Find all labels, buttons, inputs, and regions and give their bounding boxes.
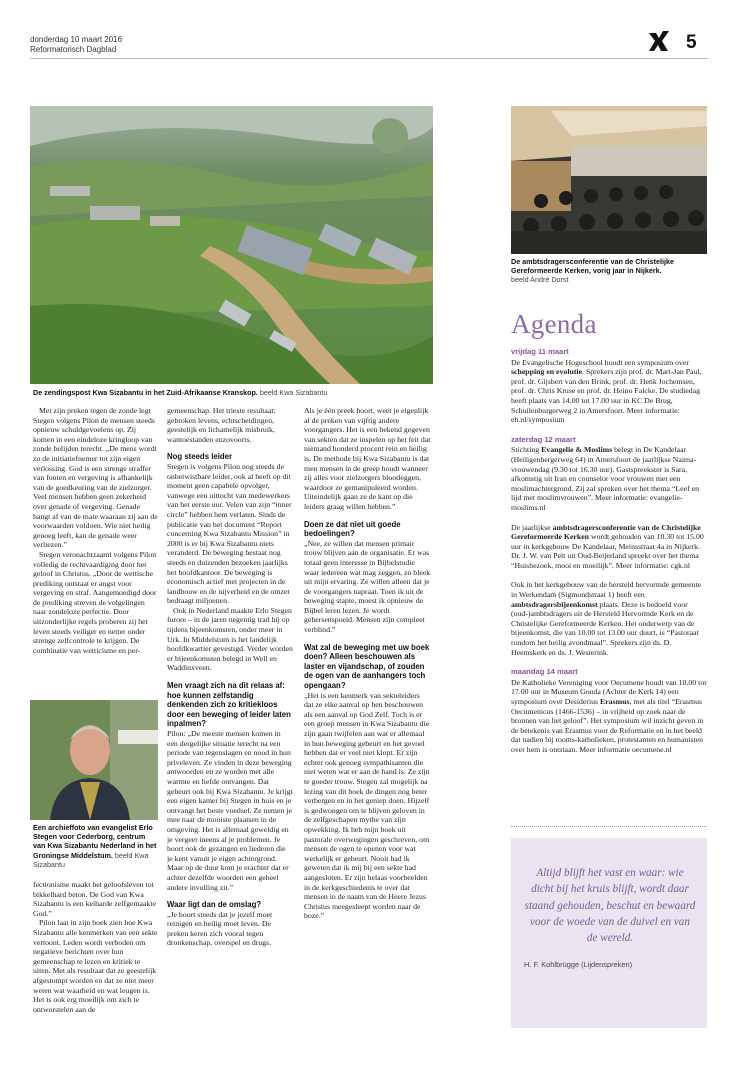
cross-logo-icon [648, 30, 670, 52]
agenda-text: Ook in het kerkgebouw van de hersteld hervormde gemeente in Werkendam (Sigmondstraat 1) heeft een [511, 580, 702, 600]
conference-photo [511, 106, 707, 254]
agenda-list [511, 347, 707, 755]
article-paragraph: Stegen is volgens Pilon nog steeds de onbetwistbare leider, ook al heeft op dit moment geen capabele opvolger, vanwege een uittocht van medewerkers van het eerste uur. Velen van zijn “inner circle” hebben hem verlaten. Sinds de publicatie van het document “Report concerning Kwa Sizabantu Mission” in 2000 is er bij Kwa Sizabantu niets veranderd. De beweging bestaat nog steeds en duizenden bezoeken jaarlijks het hoofdkantoor. De beweging is economisch actief met projecten in de landbouw en de nijverheid en de omzet bedraagt miljoenen. [167, 461, 292, 606]
agenda-text: wordt gehouden van 10.30 tot 15.00 uur in kerkgebouw De Kandelaar, Meinsstraat 4a in Nijkerk. Dr. J. W. van Pelt uit Oud-Beijerland spreekt over het thema “Huisbezoek, mooi en moeilijk”. Meer informatie: cgk.nl [511, 532, 704, 570]
header-date: donderdag 10 maart 2016 [30, 35, 123, 44]
agenda-highlight: Erasmus [600, 697, 630, 706]
article-question: Wat zal de beweging met uw boek doen? Alleen beschouwen als laster en vijandschap, of zouden de ogen van de aanhangers toch opengaan? [304, 642, 430, 691]
agenda-highlight: Evangelie & Moslims [541, 445, 613, 455]
agenda-item [511, 445, 707, 512]
main-photo-caption [33, 388, 433, 397]
article-paragraph: gemeenschap. Het trieste resultaat: gebroken levens, echtscheidingen, geestelijk en lichamelijk misbruik, wantoestanden enzovoorts. [167, 406, 276, 444]
article-paragraph: „Nee, ze willen dat mensen primair trouw blijven aan de organisatie. Er was totaal geen interesse in Bijbelstudie waar iedereen wat mag zeggen, zo bleek uit mijn ervaring. Ze willen alleen dat je de voorgangers napraat. Toen ik uit de beweging stapte, moest ik opnieuw de Bijbel leren lezen. Je wordt gehersenspoeld. Mensen zijn compleet verblind.” [304, 538, 431, 635]
conference-photo-caption [511, 257, 707, 285]
main-photo-caption-text: De zendingspost Kwa Sizabantu in het Zuid-Afrikaanse Kranskop. [33, 388, 258, 397]
conference-photo-caption-text: De ambtsdragersconferentie van de Christelijke Gereformeerde Kerken, vorig jaar in Nijkerk. [511, 257, 674, 276]
agenda-text: . Sprekers zijn prof. dr. Mart-Jan Paul, prof. dr. Gijsbert van den Brink, prof. dr. Henk Jochemsen, prof. dr. Chris Kruse en prof. dr. Heino Falcke. De studiedag heeft plaats van 14.00 tot 17.00 uur in KC De Brug, Schuilenburgerweg 2 in Amersfoort. Meer informatie: eh.nl/symposium [511, 367, 702, 425]
main-aerial-photo [30, 106, 433, 384]
agenda-text: belegt in De Kandelaar (Heiligenbergerweg 64) in Amersfoort de jaarlijkse Naima-vrouwendag (9.30 tot 16.30 uur). Gastspreekster is Sara, afkomstig uit Iran en counselor voor vrouwen met een moslimachtergrond. Zij zal spreken over het thema “Leef en lijd met moslimvrouwen”. Meer informatie: evangelie-moslims.nl [511, 445, 699, 512]
agenda-text: , met als titel “Erasmus Oecumenicus (1466-1536) – in vrijheid op zoek naar de bronnen van het geloof”. Het symposium wil inzicht geven in de betekenis van Erasmus voor de Reformatie en in het beeld dat nadien bij rooms-katholieken, protestanten en humanisten over hem is ontstaan. Meer informatie oecumene.nl [511, 697, 704, 754]
article-paragraph: Pilon laat in zijn boek zien hoe Kwa Sizabantu alle kenmerken van een sekte vertoont. Leden wordt verboden om negatieve berichten over hun gemeenschap te lezen en kritiek te uiten. Met als resultaat dat ze geestelijk afgestompt worden en dat ze niet meer weten wat waarheid en wat leugen is. Het is ook erg moeilijk om zich te ontworstelen aan de [33, 918, 158, 1014]
article-paragraph: Ook in Nederland maakte Erlo Stegen furore – in de jaren negentig trad hij op tijdens bijeenkomsten, onder meer in Urk. In Middelstum is het landelijk hoofdkwartier gevestigd. Verder worden er bijeenkomsten belegd in Well en Waddinxveen. [167, 605, 293, 673]
agenda-highlight: schepping en evolutie [511, 367, 583, 377]
agenda-divider [511, 826, 707, 827]
agenda-text: De jaarlijkse [511, 522, 553, 532]
page-number: 5 [686, 32, 697, 53]
article-column-1-top [33, 406, 158, 699]
main-photo-credit: beeld Kwa Sizabantu [259, 388, 328, 397]
agenda-text: plaats. Deze is bedoeld voor (oud-)ambtsdragers uit de Hersteld Hervormde Kerk en de Christelijke Gereformeerde Kerken. Het onderwerp van de bijeenkomst, die van 10.00 tot 13.00 uur duurt, is “Pastoraat rondom het heilig avondmaal”. Sprekers zijn ds. D. Heemskerk en ds. J. Westerink. [511, 599, 699, 657]
article-subheading: Nog steeds leider [167, 452, 232, 462]
article-column-3 [304, 406, 431, 1034]
agenda-highlight: ambtsdragersconferentie van de Christelijke Gereformeerde Kerken [511, 522, 701, 542]
agenda-text: De Katholieke Vereniging voor Oecumene houdt van 10.00 tot 17.00 uur in Museum Gouda (Achter de Kerk 14) een symposium over Desiderius [511, 677, 707, 706]
article-column-2 [167, 406, 293, 1034]
article-question: Men vraagt zich na dit relaas af: hoe kunnen zelfstandig denkenden zich zo kritiekloos door een beweging of leider laten inpalmen? [167, 681, 291, 729]
article-paragraph: Stegen veronachtzaamt volgens Pilon volledig de rechtvaardiging door het geloof in Christus. „Door de wettische prediking ontstaat er angst voor vergeving en straf. Aangemoedigd door de prediking streven de volgelingen naar zondeloze perfectie. Door uitzonderlijke regels proberen zij het leven steeds veiliger en netter onder strenge zelfcontrole te krijgen. De combinatie van wetticisme en per- [33, 549, 157, 655]
agenda-item [511, 358, 707, 425]
article-paragraph: „Het is een kenmerk van sekteleiders dat ze elke aanval op hen beschouwen als een aanval op God Zelf. Toch is er een groep mensen in Kwa Sizabantu die zijn gaan twijfelen aan wat er allemaal in hun beweging gebeurt en het gevoel hebben dat er veel niet klopt. Er zijn echter ook genoeg sympathisanten die niet weten wat er aan de hand is. Ze zijn te goeder trouw. Stegen zal mogelijk na lezing van dit boek de dingen nog beter verbergen en in het geniep doen. Hijzelf is gedwongen om te blijven geloven in de zelfgeschapen mythe van zijn opwekking. Ik heb mijn boek uit pastorale overwegingen geschreven, om mensen de ogen te openen voor wat werkelijk er gebeurt. Nooit had ik geweten dat ik mij bij een sekte had aangesloten. Er zijn helaas voorbeelden in de kerkgeschiedenis te over dat mensen in de naam van de Heere Jezus Christus meegesleept worden naar de boze.” [304, 690, 430, 921]
portrait-photo-credit: beeld Kwa Sizabantu [33, 850, 149, 869]
portrait-photo-caption [33, 823, 158, 869]
agenda-item [511, 523, 707, 571]
agenda-text: De Evangelische Hogeschool houdt een symposium over [511, 357, 689, 367]
agenda-title: Agenda [511, 309, 597, 339]
conference-photo-credit: beeld André Dorst [511, 275, 569, 285]
article-paragraph: fectionisme maakt het geloofsleven tot bikkelhard beton. De God van Kwa Sizabantu is een keiharde zelfgemaakte God.” [33, 880, 156, 918]
article-paragraph: Als je één preek hoort, weet je eigenlijk al de preken van vijftig andere voorgangers. Het is een bekend gegeven van sekten dat ze inspelen op het feit dat niemand honderd procent rein en heilig is. De methode bij Kwa Sizabantu is dat men mensen in de greep houdt wanneer zij alles voor zielzorgers blootleggen, waardoor ze gemanipuleerd worden. Uiteindelijk gaan ze de kant op die leiders graag willen hebben.” [304, 406, 431, 511]
article-question: Waar ligt dan de omslag? [167, 900, 262, 910]
agenda-day: vrijdag 11 maart [511, 347, 569, 356]
agenda-item [511, 580, 707, 657]
agenda-day: maandag 14 maart [511, 667, 578, 677]
agenda-day: zaterdag 12 maart [511, 434, 576, 444]
article-question: Doen ze dat niet uit goede bedoelingen? [304, 519, 401, 539]
quote-source: H. F. Kohlbrügge (Lijdenspreken) [524, 960, 633, 969]
agenda-text: Stichting [511, 445, 542, 455]
article-paragraph: Pilon: „De meeste mensen komen in een dergelijke situatie terecht na een periode van tegenslagen en nood in hun priveleven. Ze vinden in deze beweging antwoorden en ze worden met alle warmte en liefde ontvangen. Dat gebeurt ook bij Kwa Sizabantu. Je krijgt een eigen kamer bij Stegen in huis en je ontvangt het beste voedsel. Ze nemen je mee naar de mooiste plaatsen in de omgeving. Het is allemaal geweldig en je vergeet ineens al je problemen. Je hoort ook de gezangen en liederen die je kent vanuit je eigen achtergrond. Maar op de duur kom je erachter dat er achter dezelfde woorden een geheel andere invulling zit.” [167, 729, 293, 892]
article-column-1-bottom [33, 880, 158, 1040]
article-paragraph: „Je hoort steeds dat je jezelf moet reinigen en heilig moet leven. De preken keren zich vooral tegen dronkenschap, overspel en drugs. [167, 909, 273, 948]
portrait-photo [30, 700, 158, 820]
header-paper-name: Reformatorisch Dagblad [30, 45, 117, 54]
quote-text: Altijd blijft het vast en waar: wie dicht bij het kruis blijft, wordt daar staand gehouden, beschut en bewaard voor de woede van de duivel en van de wereld. [524, 867, 696, 945]
header-divider [30, 58, 708, 59]
agenda-item [511, 678, 707, 755]
agenda-highlight: ambtsdragersbijeenkomst [511, 599, 598, 609]
portrait-photo-caption-text: Een archieffoto van evangelist Erlo Stegen voor Cederborg, centrum van Kwa Sizabantu Nederland in het Groningse Middelstum. [33, 823, 157, 860]
article-paragraph: Met zijn preken tegen de zonde legt Stegen volgens Pilon de mensen steeds opnieuw schuldgevoelens op. Zij komen in een eindeloze kringloop van zonde belijden terecht. „De mens wordt zo de initiatiefnemer tot zijn eigen verlossing. God is een strenge straffer van fouten en vergeving is afhankelijk van de goedkeuring van de zielzorger. Veel mensen hebben geen zekerheid over genade of vergeving. Genade hangt af van de mate waaraan zij aan de voorwaarden voldoen. Wie niet heilig genoeg leeft, kan de genade weer verliezen.” [33, 406, 158, 550]
